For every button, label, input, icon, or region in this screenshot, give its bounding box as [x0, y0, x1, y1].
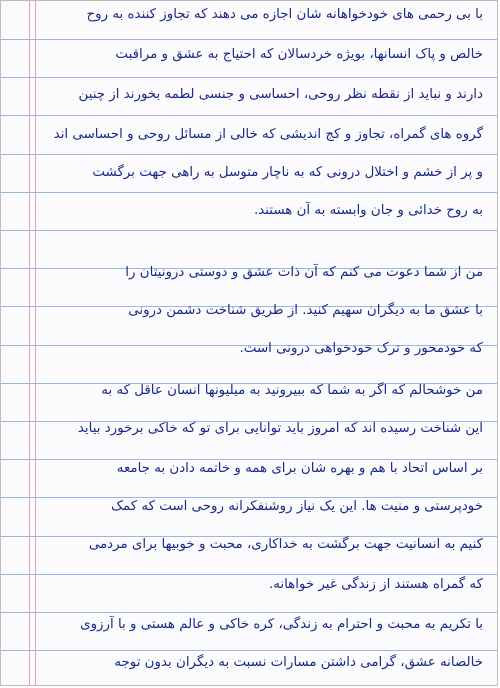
handwritten-line-8: با عشق ما به دیگران سهیم کنید. از طریق شناخت دشمن درونی	[128, 303, 483, 318]
handwritten-line-16: با تکریم به محبت و احترام به زندگی، کره خاکی و عالم هستی و با آرزوی	[80, 617, 483, 632]
handwritten-line-2: خالص و پاک انسانها، بویژه خردسالان که احتیاج به عشق و مراقبت	[115, 47, 483, 62]
handwritten-line-11: این شناخت رسیده اند که امروز باید توانایی برای تو که خاکی برخورد بیاید	[77, 421, 483, 436]
handwritten-line-7: من از شما دعوت می کنم که آن ذات عشق و دوستی درونیتان را	[125, 265, 483, 280]
ruled-line	[1, 230, 497, 231]
handwritten-line-15: که گمراه هستند از زندگی غیر خواهانه.	[268, 577, 483, 592]
handwritten-line-4: گروه های گمراه، تجاوز و کج اندیشی که خالی از مسائل روحی و احساسی اند	[53, 127, 483, 142]
handwritten-line-13: خودپرستی و منیت ها. این یک نیاز روشنفکرانه روحی است که کمک	[111, 499, 483, 514]
ruled-line	[1, 39, 497, 40]
handwritten-line-10: من خوشحالم که اگر به شما که ببیرونید به میلیونها انسان عاقل که به	[101, 383, 483, 398]
ruled-line	[1, 77, 497, 78]
handwritten-line-1: با بی رحمی های خودخواهانه شان اجازه می دهند که تجاوز کننده به روح	[86, 7, 483, 22]
handwritten-line-3: دارند و نباید از نقطه نظر روحی، احساسی و جنسی لطمه بخورند از چنین	[78, 87, 483, 102]
handwritten-line-6: به روح خدائی و جان وابسته به آن هستند.	[253, 203, 483, 218]
margin-line-left	[29, 1, 30, 685]
ruled-line	[1, 115, 497, 116]
ruled-line	[1, 612, 497, 613]
ruled-line	[1, 154, 497, 155]
handwritten-line-12: بر اساس اتحاد با هم و بهره شان برای همه و خاتمه دادن به جامعه	[116, 461, 483, 476]
handwritten-line-17: خالصانه عشق، گرامی داشتن مسارات نسبت به دیگران بدون توجه	[114, 655, 483, 670]
handwritten-line-14: کنیم به انسانیت جهت برگشت به خداکاری، محبت و خوبیها برای مردمی	[88, 537, 483, 552]
ruled-line	[1, 650, 497, 651]
handwritten-line-9: که خودمحور و ترک خودخواهی درونی است.	[239, 341, 483, 356]
ruled-line	[1, 192, 497, 193]
handwritten-line-5: و پر از خشم و اختلال درونی که به ناچار متوسل به راهی جهت برگشت	[92, 165, 483, 180]
